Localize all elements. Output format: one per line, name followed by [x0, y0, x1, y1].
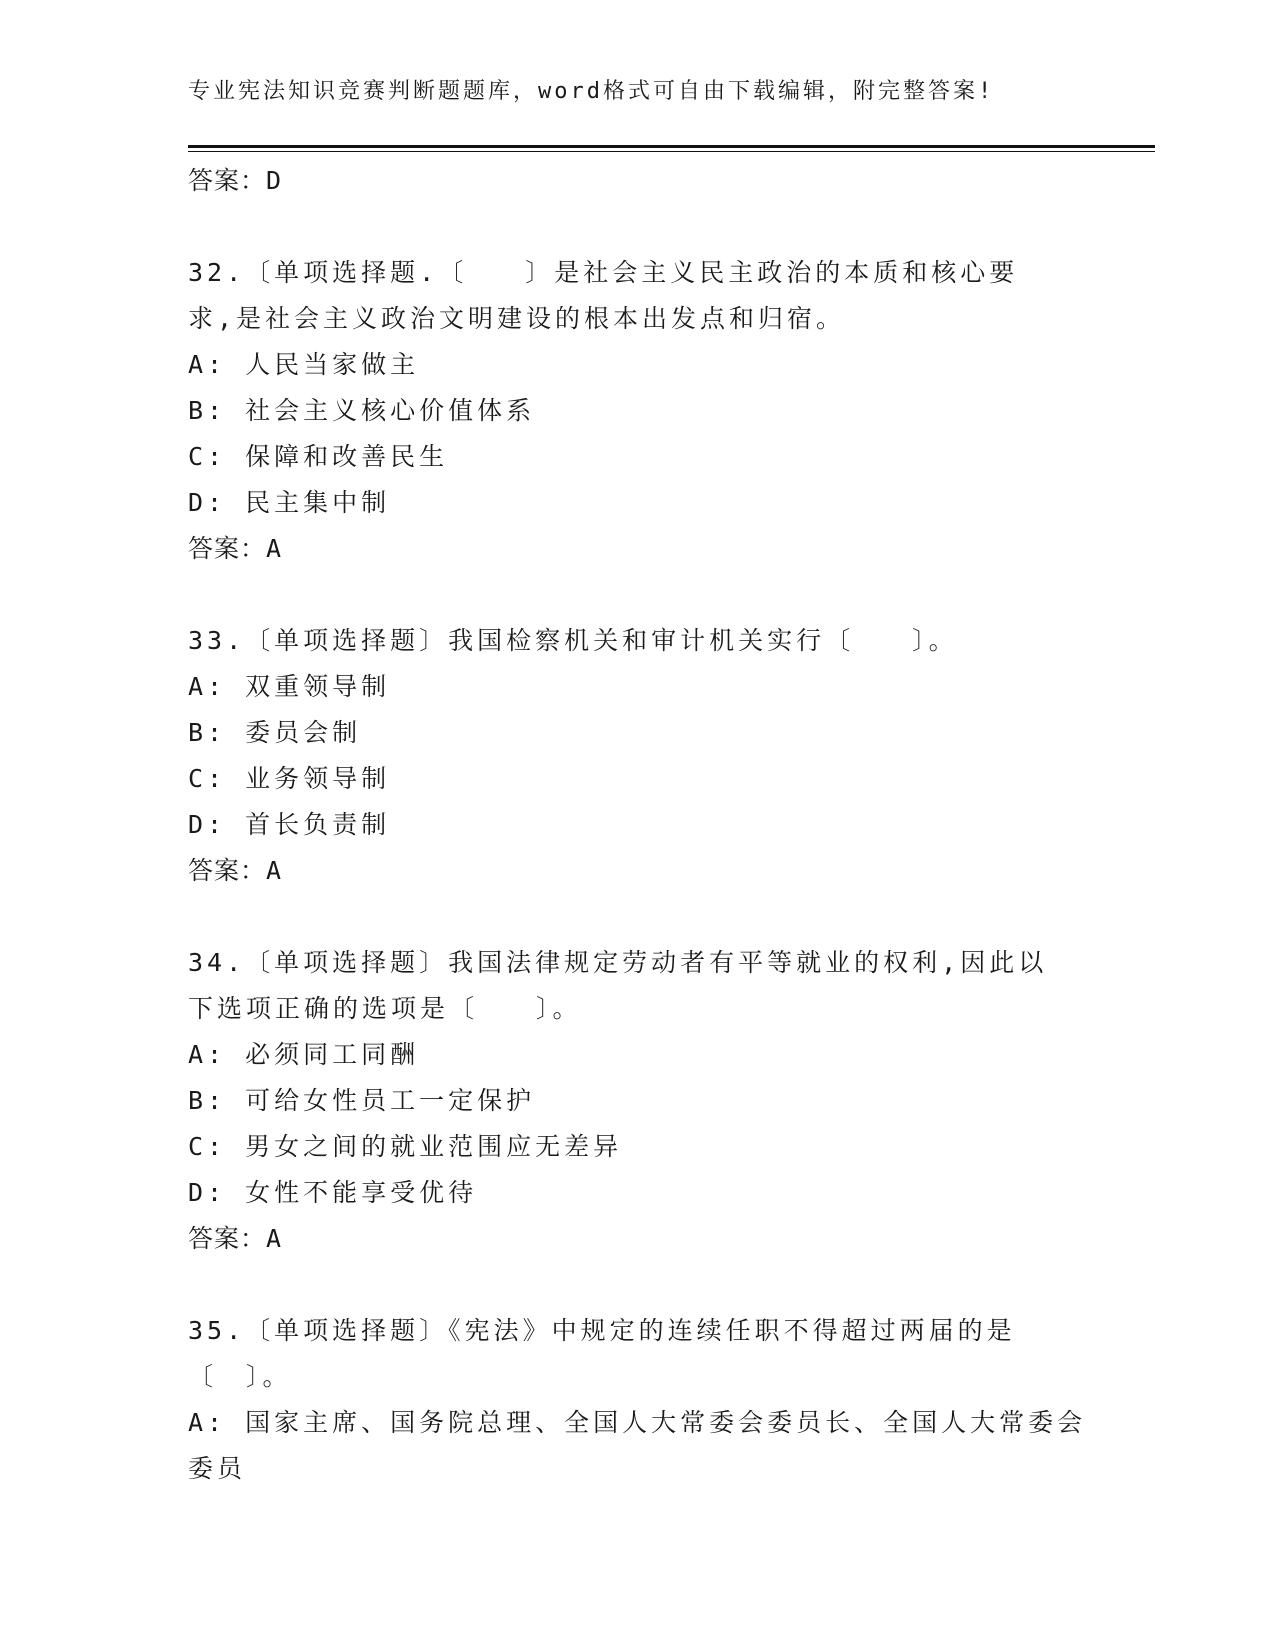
option-a: A: 国家主席、国务院总理、全国人大常委会委员长、全国人大常委会委员: [188, 1408, 1087, 1483]
answer-value: D: [266, 166, 283, 195]
spacer: [188, 204, 1088, 250]
spacer: [188, 894, 1088, 940]
question-block: [188, 618, 1088, 894]
spacer: [188, 572, 1088, 618]
option-d: D: 首长负责制: [188, 810, 391, 839]
spacer: [188, 1262, 1088, 1308]
answer-value: A: [266, 856, 283, 885]
answer-label: 答案：: [188, 534, 267, 563]
question-stem: 34.〔单项选择题〕我国法律规定劳动者有平等就业的权利,因此以下选项正确的选项是〔 〕。: [188, 948, 1048, 1023]
answer-label: 答案：: [188, 166, 267, 195]
answer-value: A: [266, 1224, 283, 1253]
option-d: D: 女性不能享受优待: [188, 1178, 478, 1207]
option-a: A: 人民当家做主: [188, 350, 420, 379]
question-block: [188, 940, 1088, 1262]
answer-line: [188, 1216, 1088, 1262]
header-rule-thick: [188, 145, 1155, 148]
header-rule-thin: [188, 151, 1155, 152]
answer-line: [188, 848, 1088, 894]
question-block: [188, 250, 1088, 572]
question-stem: 32.〔单项选择题.〔 〕是社会主义民主政治的本质和核心要求,是社会主义政治文明建设的根本出发点和归宿。: [188, 258, 1019, 333]
option-a: A: 双重领导制: [188, 672, 391, 701]
answer-line: [188, 526, 1088, 572]
option-c: C: 男女之间的就业范围应无差异: [188, 1132, 623, 1161]
question-block: [188, 1308, 1088, 1492]
page-header: 专业宪法知识竞赛判断题题库，word格式可自由下载编辑，附完整答案!: [188, 79, 995, 104]
option-c: C: 保障和改善民生: [188, 442, 449, 471]
answer-label: 答案：: [188, 856, 267, 885]
option-d: D: 民主集中制: [188, 488, 391, 517]
answer-label: 答案：: [188, 1224, 267, 1253]
question-list: [188, 158, 1088, 1492]
option-a: A: 必须同工同酬: [188, 1040, 420, 1069]
option-c: C: 业务领导制: [188, 764, 391, 793]
question-stem: 33.〔单项选择题〕我国检察机关和审计机关实行〔 〕。: [188, 626, 958, 655]
option-b: B: 可给女性员工一定保护: [188, 1086, 536, 1115]
option-b: B: 委员会制: [188, 718, 362, 747]
answer-value: A: [266, 534, 283, 563]
question-stem: 35.〔单项选择题〕《宪法》中规定的连续任职不得超过两届的是〔 〕。: [188, 1316, 1016, 1391]
option-b: B: 社会主义核心价值体系: [188, 396, 536, 425]
answer-line: [188, 158, 1088, 204]
